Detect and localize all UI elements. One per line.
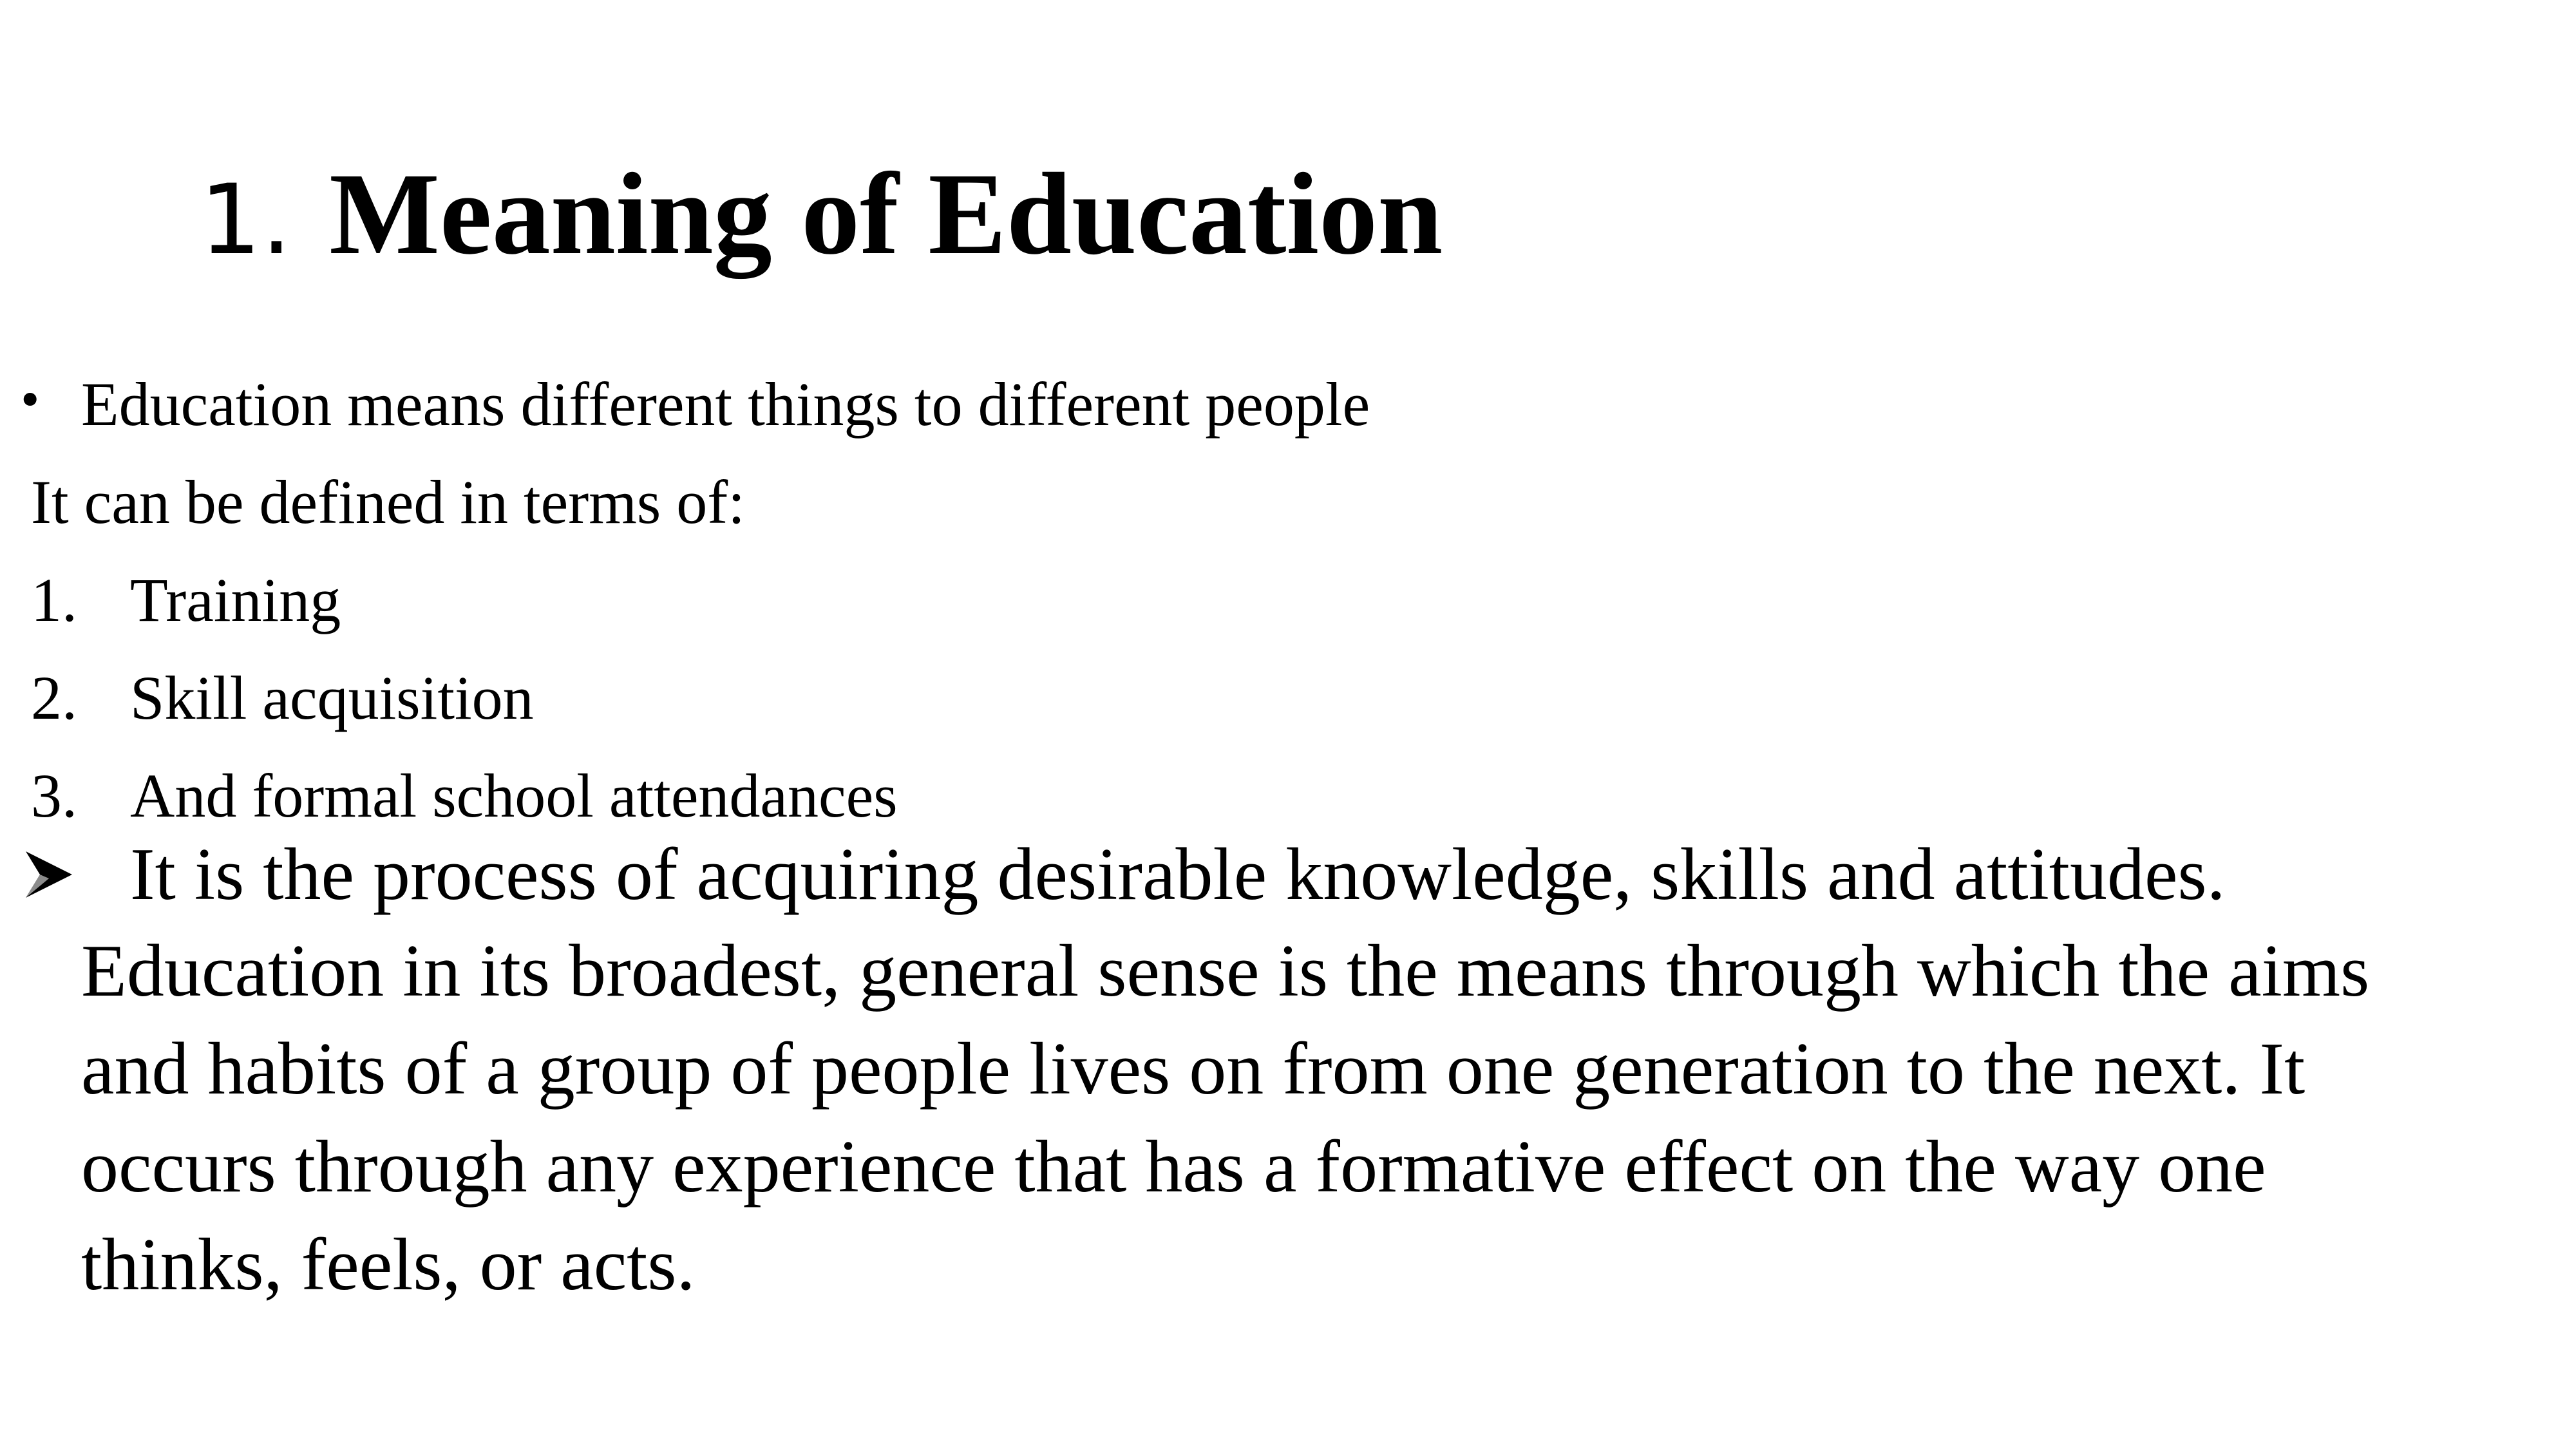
list-item-number: 3.: [31, 761, 77, 830]
arrow-point-first-line: It is the process of acquiring desirable knowledge, skills and attitudes.: [130, 833, 2226, 916]
title-text: Meaning of Education: [329, 149, 1443, 279]
list-item-number: 1.: [31, 565, 77, 634]
slide-title: [200, 147, 1443, 289]
paragraph-line: and habits of a group of people lives on from one generation to the next. It: [81, 1028, 2306, 1110]
list-item-text: Training: [130, 565, 341, 634]
list-item-number: 2.: [31, 663, 77, 732]
intro-text: It can be defined in terms of:: [31, 468, 745, 536]
list-item-text: And formal school attendances: [130, 761, 898, 830]
bullet-dot-icon: •: [21, 370, 40, 430]
paragraph-line: thinks, feels, or acts.: [81, 1224, 696, 1306]
paragraph-line: Education in its broadest, general sense is the means through which the aims: [81, 930, 2370, 1012]
bullet-text: Education means different things to different people: [81, 370, 1370, 439]
list-item-text: Skill acquisition: [130, 663, 534, 732]
paragraph-line: occurs through any experience that has a formative effect on the way one: [81, 1126, 2266, 1208]
arrow-bullet-icon: [23, 842, 75, 907]
title-number: 1.: [200, 164, 292, 276]
